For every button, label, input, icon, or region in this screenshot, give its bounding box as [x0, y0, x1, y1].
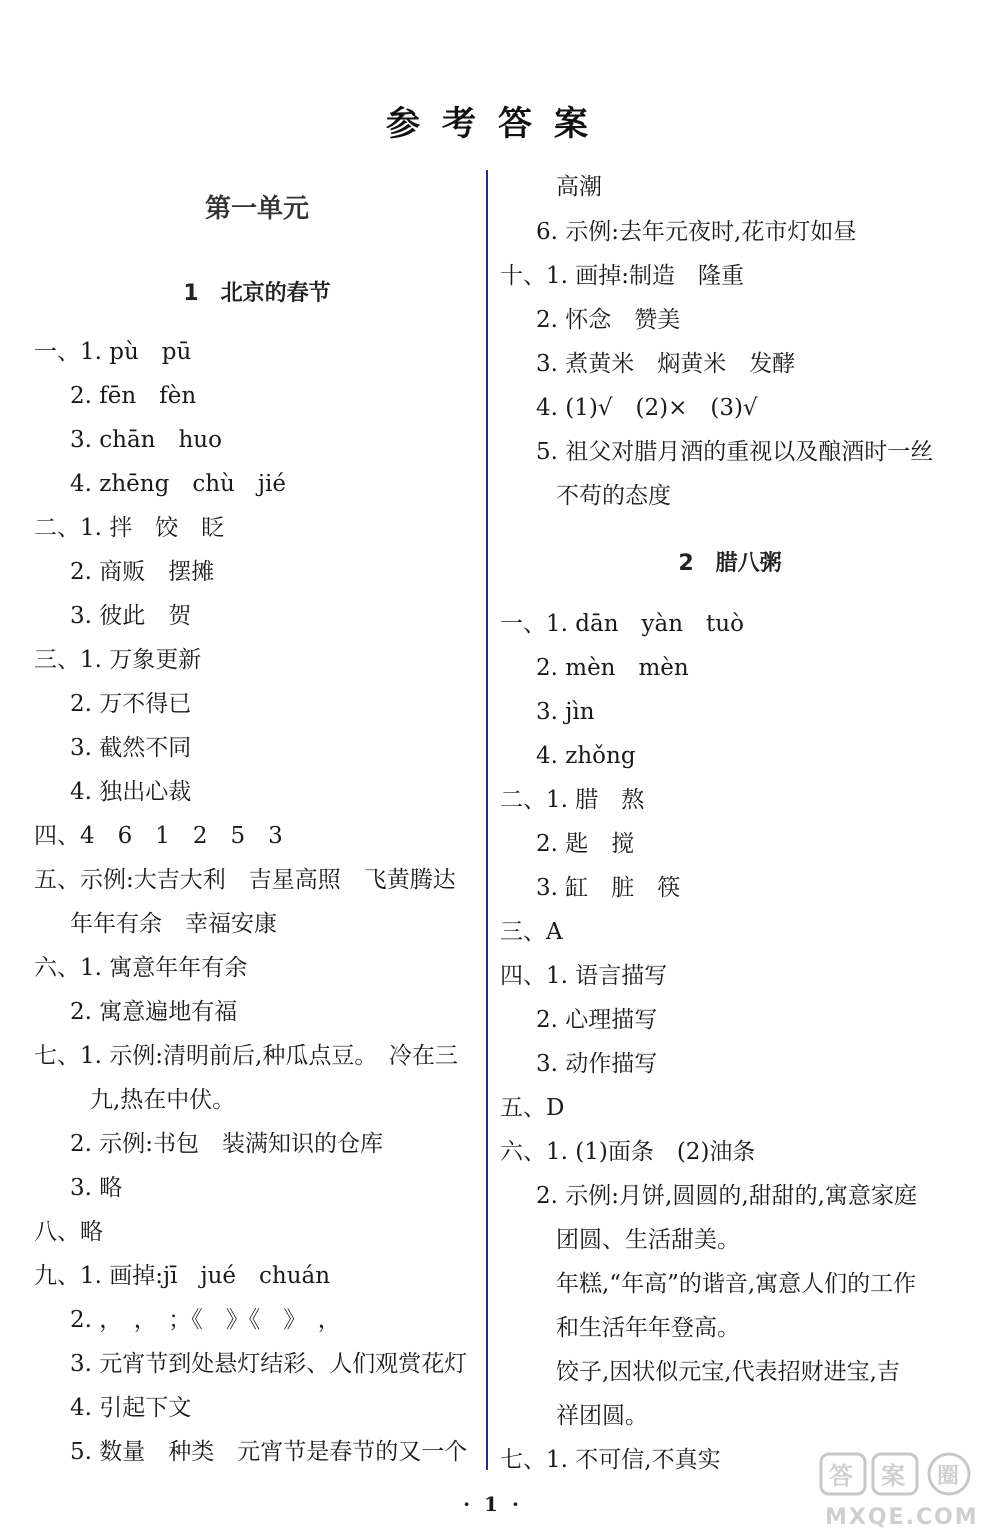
answer-line: 2. 示例:月饼,圆圆的,甜甜的,寓意家庭 [536, 1183, 917, 1209]
answer-line: 4. 独出心裁 [70, 779, 192, 805]
watermark-logo [815, 1450, 985, 1530]
answer-line: 2. 示例:书包 装满知识的仓库 [70, 1131, 384, 1157]
answer-line: 不苟的态度 [556, 483, 671, 509]
answer-line: 5. 数量 种类 元宵节是春节的又一个 [70, 1439, 468, 1465]
answer-line: 七、1. 不可信,不真实 [500, 1447, 721, 1473]
answer-line: 4. (1)√ (2)× (3)√ [536, 395, 758, 421]
answer-line: 四、1. 语言描写 [500, 963, 668, 989]
answer-line: 5. 祖父对腊月酒的重视以及酿酒时一丝 [536, 439, 934, 465]
answer-line: 高潮 [556, 174, 602, 200]
answer-line: 3. chān huo [70, 427, 222, 453]
svg-text:MXQE.COM: MXQE.COM [825, 1505, 979, 1530]
answer-line: 祥团圆。 [556, 1403, 648, 1429]
answer-line: 饺子,因状似元宝,代表招财进宝,吉 [556, 1359, 900, 1385]
answer-line: 3. 元宵节到处悬灯结彩、人们观赏花灯 [70, 1351, 468, 1377]
answer-line: 6. 示例:去年元夜时,花市灯如昼 [536, 219, 857, 245]
answer-line: 二、1. 腊 熬 [500, 787, 645, 813]
answer-line: 3. 煮黄米 焖黄米 发酵 [536, 351, 796, 377]
answer-line: 三、1. 万象更新 [34, 647, 202, 673]
answer-line: 2. 万不得已 [70, 691, 192, 717]
answer-line: 2. 商贩 摆摊 [70, 559, 215, 585]
answer-line: 十、1. 画掉:制造 隆重 [500, 263, 745, 289]
answer-line: 九、1. 画掉:jī jué chuán [34, 1263, 331, 1289]
lesson-heading-1: 1 北京的春节 [183, 281, 331, 306]
column-divider [486, 170, 488, 1470]
answer-line: 2. mèn mèn [536, 655, 689, 681]
answer-line: 和生活年年登高。 [556, 1315, 740, 1341]
answer-line: 四、4 6 1 2 5 3 [34, 823, 283, 849]
answer-line: 2. fēn fèn [70, 383, 197, 409]
answer-line: 七、1. 示例:清明前后,种瓜点豆。 冷在三 [34, 1043, 458, 1069]
answer-line: 二、1. 拌 饺 眨 [34, 515, 225, 541]
answer-line: 年糕,“年高”的谐音,寓意人们的工作 [556, 1271, 917, 1297]
answer-line: 六、1. 寓意年年有余 [34, 955, 248, 981]
answer-line: 六、1. (1)面条 (2)油条 [500, 1139, 756, 1165]
lesson-heading-2: 2 腊八粥 [678, 551, 782, 576]
answer-line: 3. jìn [536, 699, 595, 725]
answer-line: 3. 缸 脏 筷 [536, 875, 681, 901]
answer-line: 三、A [500, 919, 563, 945]
answer-line: 2. 怀念 赞美 [536, 307, 681, 333]
answer-line: 年年有余 幸福安康 [70, 911, 277, 937]
unit-heading: 第一单元 [204, 194, 309, 224]
answer-line: 4. 引起下文 [70, 1395, 192, 1421]
answer-line: 2. 匙 搅 [536, 831, 635, 857]
answer-line: 五、示例:大吉大利 吉星高照 飞黄腾达 [34, 867, 456, 893]
answer-line: 4. zhǒng [536, 743, 636, 769]
answer-line: 五、D [500, 1095, 565, 1121]
answer-line: 3. 动作描写 [536, 1051, 658, 1077]
answer-line: 2. ， ， ；《 》《 》 ， [70, 1307, 341, 1333]
answer-line: 3. 略 [70, 1175, 123, 1201]
answer-line: 4. zhēng chù jié [70, 471, 286, 497]
answer-line: 八、略 [34, 1219, 103, 1245]
answer-line: 团圆、生活甜美。 [556, 1227, 740, 1253]
answer-line: 九,热在中伏。 [90, 1087, 236, 1113]
page-title: 参考答案 [386, 104, 610, 144]
answer-line: 3. 截然不同 [70, 735, 192, 761]
answer-line: 一、1. dān yàn tuò [500, 611, 744, 637]
svg-text:圈: 圈 [937, 1464, 960, 1489]
svg-text:答: 答 [829, 1462, 853, 1490]
svg-text:案: 案 [881, 1462, 905, 1490]
answer-line: 一、1. pù pū [34, 339, 192, 365]
answer-line: 2. 寓意遍地有福 [70, 999, 238, 1025]
page-number: ·1· [463, 1492, 533, 1516]
answer-line: 3. 彼此 贺 [70, 603, 192, 629]
answer-line: 2. 心理描写 [536, 1007, 658, 1033]
